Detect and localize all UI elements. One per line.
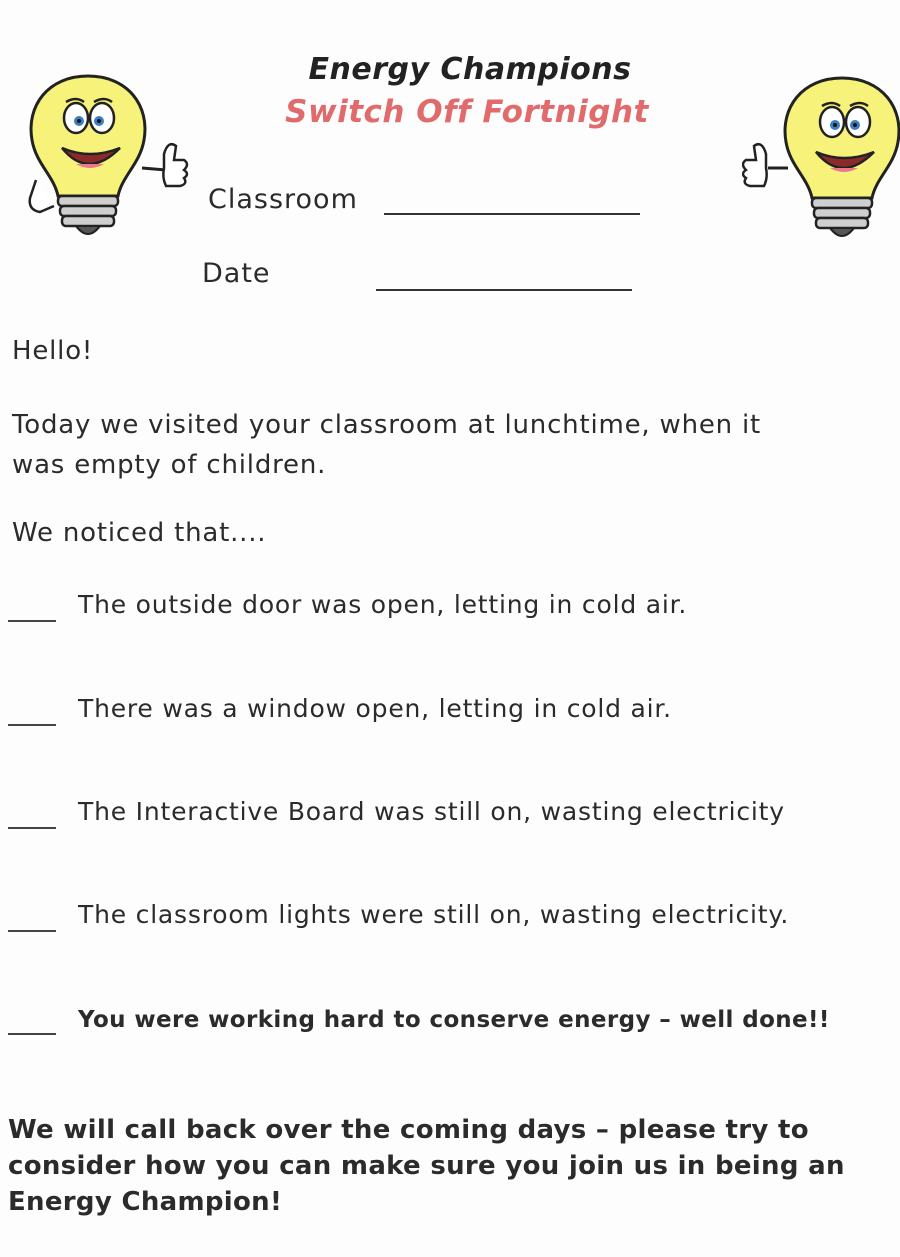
checklist-item-window <box>8 694 900 734</box>
lightbulb-mascot-right-icon <box>742 72 900 252</box>
intro-line-2: was empty of children. <box>12 450 327 480</box>
closing-paragraph <box>8 1112 898 1220</box>
checklist-item-label: The classroom lights were still on, wasting electricity. <box>78 900 790 929</box>
checkbox-blank <box>8 930 56 932</box>
checklist-item-label: The outside door was open, letting in cold air. <box>78 590 688 619</box>
intro-line-1: Today we visited your classroom at lunchtime, when it <box>12 410 762 440</box>
noticed-text: We noticed that.... <box>12 518 267 548</box>
checklist-item-label: There was a window open, letting in cold air. <box>78 694 672 723</box>
date-line <box>376 289 632 291</box>
closing-line-3: Energy Champion! <box>8 1187 283 1217</box>
checklist-item-interactive-board <box>8 797 900 837</box>
checklist-item-label: The Interactive Board was still on, wasting electricity <box>78 797 785 826</box>
page-subtitle: Switch Off Fortnight <box>285 94 649 130</box>
classroom-line <box>384 213 640 215</box>
checklist-item-outside-door <box>8 590 900 630</box>
page-title: Energy Champions <box>308 52 632 87</box>
checkbox-blank <box>8 620 56 622</box>
classroom-label: Classroom <box>208 184 358 215</box>
checklist-item-lights <box>8 900 900 940</box>
checkbox-blank <box>8 724 56 726</box>
checklist-item-well-done <box>8 1003 900 1043</box>
date-label: Date <box>202 258 271 289</box>
closing-line-2: consider how you can make sure you join us in being an <box>8 1151 845 1181</box>
checkbox-blank <box>8 1033 56 1035</box>
checkbox-blank <box>8 827 56 829</box>
closing-line-1: We will call back over the coming days – please try to <box>8 1115 809 1145</box>
greeting-text: Hello! <box>12 336 94 366</box>
checklist-item-label: You were working hard to conserve energy – well done!! <box>78 1007 830 1033</box>
lightbulb-mascot-left-icon <box>18 68 193 248</box>
